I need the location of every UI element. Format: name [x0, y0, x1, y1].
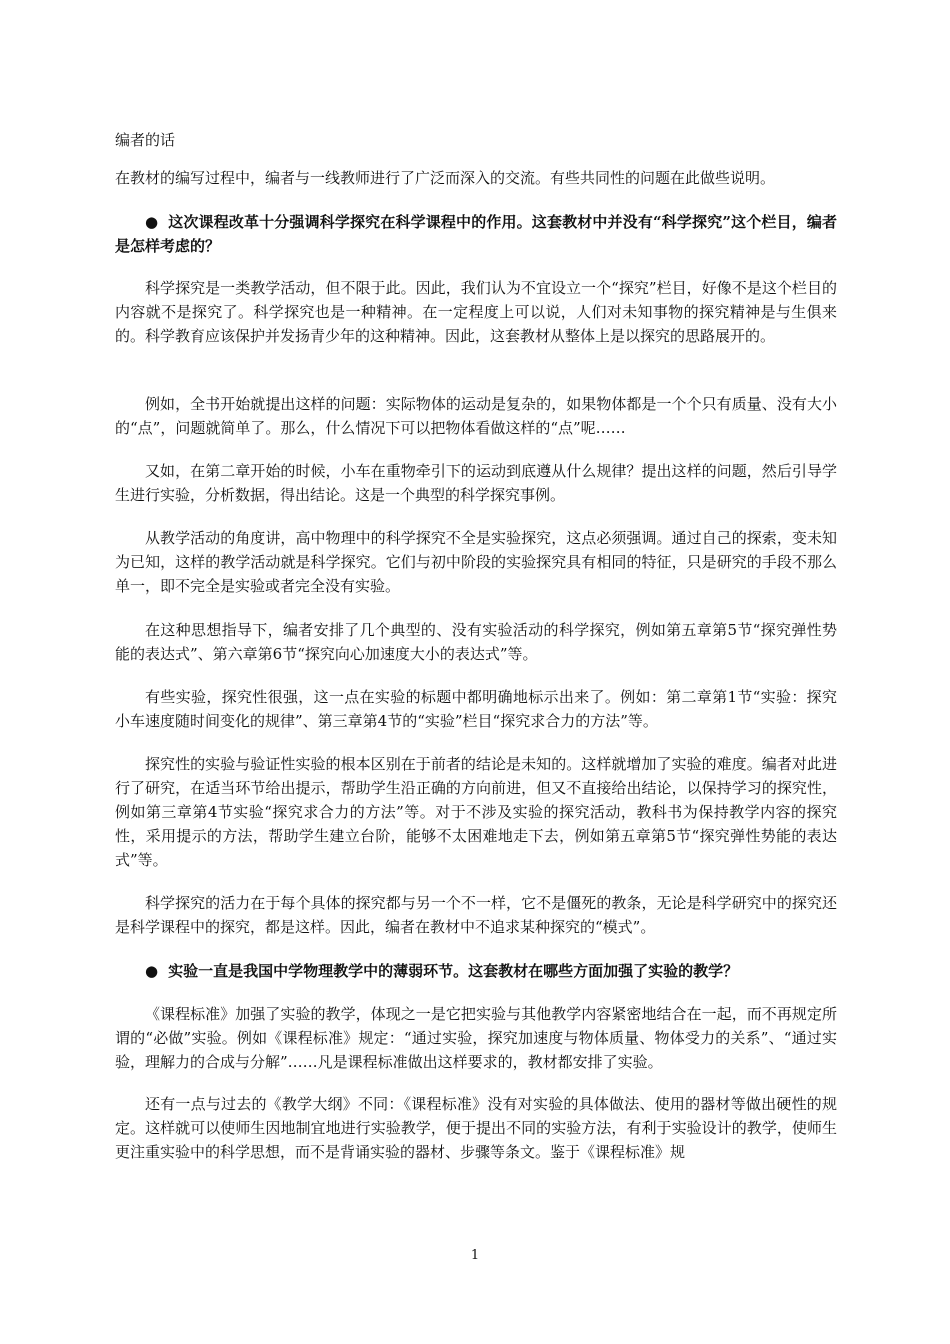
question-2-label: 实验一直是我国中学物理教学中的薄弱环节。这套教材在哪些方面加强了实验的教学？ — [168, 962, 739, 980]
question-2-text — [115, 959, 837, 983]
body-paragraph: 从教学活动的角度讲，高中物理中的科学探究不全是实验探究，这点必须强调。通过自己的探索，变未知为已知，这样的教学活动就是科学探究。它们与初中阶段的实验探究具有相同的特征，只是研究的手段不那么单一，即不完全是实验或者完全没有实验。 — [115, 529, 837, 595]
bullet-icon: ● — [145, 962, 159, 980]
bullet-icon: ● — [145, 213, 159, 231]
body-paragraph: 又如，在第二章开始的时候，小车在重物牵引下的运动到底遵从什么规律？提出这样的问题，然后引导学生进行实验，分析数据，得出结论。这是一个典型的科学探究事例。 — [115, 462, 837, 504]
question-1-label: 这次课程改革十分强调科学探究在科学课程中的作用。这套教材中并没有“科学探究”这个栏目，编者是怎样考虑的？ — [115, 213, 838, 255]
document-page — [115, 0, 837, 1344]
paragraph-6 — [115, 685, 837, 733]
body-paragraph: 探究性的实验与验证性实验的根本区别在于前者的结论是未知的。这样就增加了实验的难度。编者对此进行了研究，在适当环节给出提示，帮助学生沿正确的方向前进，但又不直接给出结论，以保持学习的探究性，例如第三章第4节实验“探究求合力的方法”等。对于不涉及实验的探究活动，教科书为保持教学内容的探究性，采用提示的方法，帮助学生建立台阶，能够不太困难地走下去，例如第五章第5节“探究弹性势能的表达式”等。 — [115, 755, 837, 869]
page-number: 1 — [470, 1248, 480, 1263]
intro-block — [115, 166, 837, 190]
paragraph-9 — [115, 1002, 837, 1074]
paragraph-10 — [115, 1092, 837, 1164]
body-paragraph: 在这种思想指导下，编者安排了几个典型的、没有实验活动的科学探究，例如第五章第5节“探究弹性势能的表达式”、第六章第6节“探究向心加速度大小的表达式”等。 — [115, 621, 837, 663]
paragraph-2 — [115, 392, 837, 440]
paragraph-7 — [115, 752, 837, 872]
question-2 — [115, 959, 837, 983]
question-1-text — [115, 210, 837, 258]
question-1 — [115, 210, 837, 258]
paragraph-4 — [115, 526, 837, 598]
paragraph-8 — [115, 891, 837, 939]
body-paragraph: 《课程标准》加强了实验的教学，体现之一是它把实验与其他教学内容紧密地结合在一起，而不再规定所谓的“必做”实验。例如《课程标准》规定：“通过实验，探究加速度与物体质量、物体受力的关系”、“通过实验，理解力的合成与分解”……凡是课程标准做出这样要求的，教材都安排了实验。 — [115, 1005, 837, 1071]
body-paragraph: 还有一点与过去的《教学大纲》不同：《课程标准》没有对实验的具体做法、使用的器材等做出硬性的规定。这样就可以使师生因地制宜地进行实验教学，便于提出不同的实验方法，有利于实验设计的教学，使师生更注重实验中的科学思想，而不是背诵实验的器材、步骤等条文。鉴于《课程标准》规 — [115, 1095, 837, 1161]
paragraph-1 — [115, 276, 837, 348]
body-paragraph: 科学探究是一类教学活动，但不限于此。因此，我们认为不宜设立一个“探究”栏目，好像不是这个栏目的内容就不是探究了。科学探究也是一种精神。在一定程度上可以说，人们对未知事物的探究精神是与生俱来的。科学教育应该保护并发扬青少年的这种精神。因此，这套教材从整体上是以探究的思路展开的。 — [115, 279, 837, 345]
body-paragraph: 有些实验，探究性很强，这一点在实验的标题中都明确地标示出来了。例如：第二章第1节“实验：探究小车速度随时间变化的规律”、第三章第4节的“实验”栏目“探究求合力的方法”等。 — [115, 688, 837, 730]
paragraph-5 — [115, 618, 837, 666]
body-paragraph: 科学探究的活力在于每个具体的探究都与另一个不一样，它不是僵死的教条，无论是科学研究中的探究还是科学课程中的探究，都是这样。因此，编者在教材中不追求某种探究的“模式”。 — [115, 894, 837, 936]
intro-paragraph: 在教材的编写过程中，编者与一线教师进行了广泛而深入的交流。有些共同性的问题在此做些说明。 — [115, 169, 776, 187]
paragraph-3 — [115, 459, 837, 507]
document-title: 编者的话 — [115, 131, 176, 149]
body-paragraph: 例如，全书开始就提出这样的问题：实际物体的运动是复杂的，如果物体都是一个个只有质量、没有大小的“点”，问题就简单了。那么，什么情况下可以把物体看做这样的“点”呢…… — [115, 395, 837, 437]
